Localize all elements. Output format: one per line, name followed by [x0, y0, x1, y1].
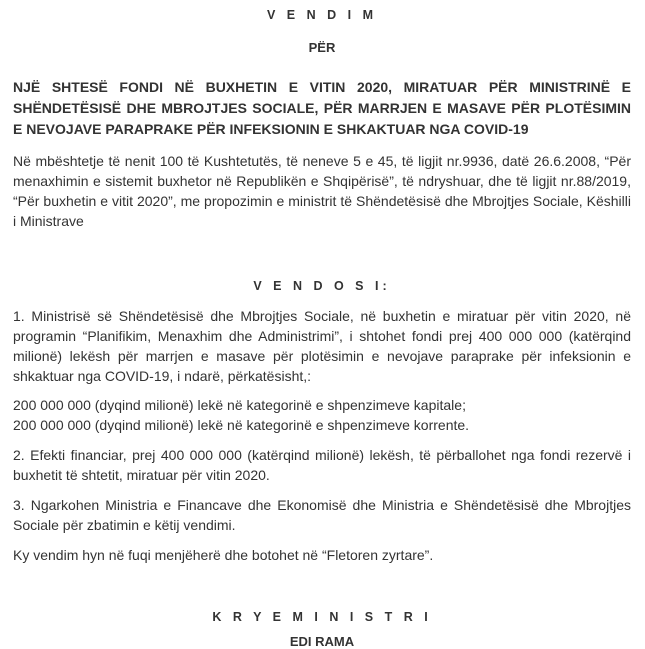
document-heading: NJË SHTESË FONDI NË BUXHETIN E VITIN 2020, MIRATUAR PËR MINISTRINË E SHËNDETËSISË DHE MBROJTJES SOCIALE, PËR MARRJEN E MASAVE PËR PLOTËSIMIN E NEVOJAVE PARAPRAKE PËR INFEKSIONIN E SHKAKTUAR NGA COVID-19 [13, 79, 631, 137]
closing-paragraph: Ky vendim hyn në fuqi menjëherë dhe botohet në “Fletoren zyrtare”. [13, 547, 434, 563]
point-2-paragraph: 2. Efekti financiar, prej 400 000 000 (katërqind milionë) lekësh, të përballohet nga fondi rezervë i buxhetit të shtetit, miratuar për vitin 2020. [13, 447, 631, 483]
allocation-current: 200 000 000 (dyqind milionë) lekë në kategorinë e shpenzimeve korrente. [13, 417, 470, 433]
decides-heading: V E N D O S I: [253, 279, 391, 293]
point-3-paragraph: 3. Ngarkohen Ministria e Financave dhe Ekonomisë dhe Ministria e Shëndetësisë dhe Mbrojtjes Sociale për zbatimin e këtij vendimi. [13, 497, 631, 533]
allocation-capital: 200 000 000 (dyqind milionë) lekë në kategorinë e shpenzimeve kapitale; [13, 397, 466, 413]
preamble-paragraph: Në mbështetje të nenit 100 të Kushtetutës, të neneve 5 e 45, të ligjit nr.9936, datë 26.6.2008, “Për menaxhimin e sistemit buxhetor në Republikën e Shqipërisë”, të ndryshuar, dhe të ligjit nr.88/2019, “Për buxhetin e vitit 2020”, me propozimin e ministrit të Shëndetësisë dhe Mbrojtjes Sociale, Këshilli i Ministrave [13, 153, 631, 229]
document-per: PËR [308, 40, 336, 55]
document-title: V E N D I M [267, 8, 377, 22]
point-1-paragraph: 1. Ministrisë së Shëndetësisë dhe Mbrojtjes Sociale, në buxhetin e miratuar për vitin 2020, në programin “Planifikim, Menaxhim dhe Administrimi”, i shtohet fondi prej 400 000 000 (katërqind milionë) lekësh për marrjen e masave për plotësimin e nevojave paraprake për infeksionin e shkaktuar nga COVID-19, i ndarë, përkatësisht,: [13, 308, 631, 384]
allocations-list [13, 386, 631, 435]
signature-name: EDI RAMA [289, 634, 355, 649]
signature-title: K R Y E M I N I S T R I [212, 610, 432, 624]
